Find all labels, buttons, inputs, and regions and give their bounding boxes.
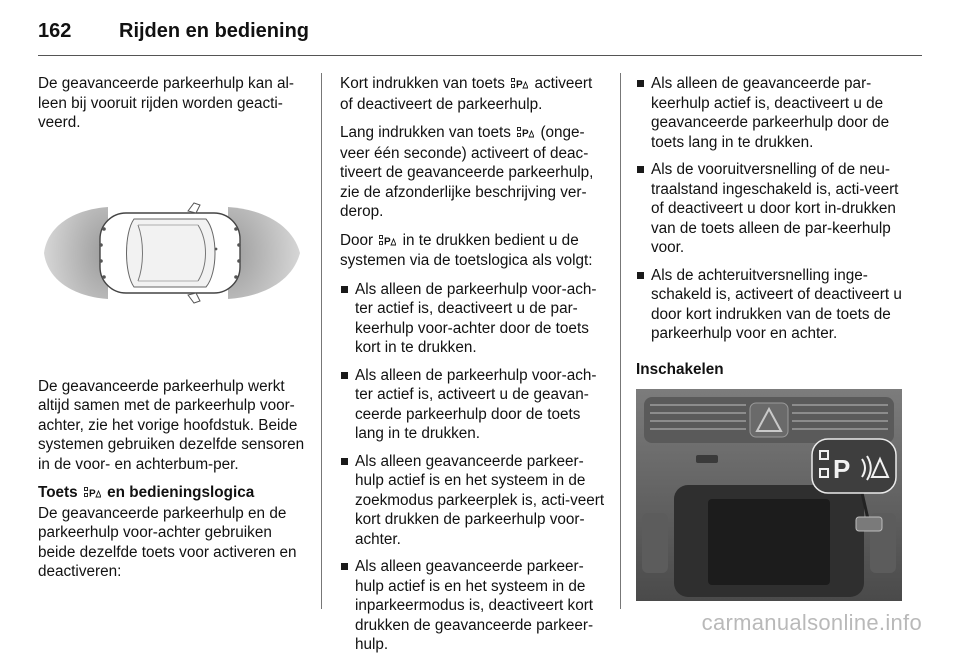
column-divider bbox=[321, 73, 322, 609]
heading-text: en bedieningslogica bbox=[107, 484, 255, 501]
svg-text:P: P bbox=[88, 488, 96, 498]
paragraph: De geavanceerde parkeerhulp kan al-leen bij vooruit rijden worden geacti-veerd. bbox=[38, 75, 294, 131]
list-item: Als alleen de parkeerhulp voor-ach-ter actief is, deactiveert u de par-keerhulp voor-achter door de toets kort in te drukken. bbox=[340, 280, 606, 358]
page-title: Rijden en bediening bbox=[119, 20, 310, 42]
svg-text:P: P bbox=[516, 79, 523, 89]
column-3 bbox=[636, 74, 902, 601]
svg-text:P: P bbox=[522, 128, 529, 138]
paragraph: De geavanceerde parkeerhulp en de parkeerhulp voor-achter gebruiken beide dezelfde toets voor activeren en deactiveren: bbox=[38, 504, 297, 580]
column-divider bbox=[620, 73, 621, 609]
list-item: Als alleen geavanceerde parkeer-hulp actief is en het systeem in de zoekmodus parkeerplek is, acti-veert kort drukken de parkeerhulp voor-achter. bbox=[340, 452, 606, 550]
list-item: Als alleen de geavanceerde par-keerhulp actief is, deactiveert u de geavanceerde parkeerhulp door de toets lang in te drukken. bbox=[636, 74, 902, 152]
text: in te drukken bedient u de systemen via de toetslogica als volgt: bbox=[340, 231, 593, 269]
text: Lang indrukken van toets bbox=[340, 124, 511, 141]
text: Door bbox=[340, 231, 374, 249]
list-item: Als de vooruitversnelling of de neu-traalstand ingeschakeld is, acti-veert of deactiveert u door kort in-drukken van de toets alleen de par-keerhulp voor. bbox=[636, 160, 902, 258]
list-item: Als alleen geavanceerde parkeer-hulp actief is en het systeem in de inparkeermodus is, deactiveert kort drukken de geavanceerde parkeer-hulp. bbox=[340, 557, 606, 655]
parking-assist-icon bbox=[511, 75, 528, 95]
dashboard-button-photo bbox=[636, 389, 902, 601]
svg-text:P: P bbox=[384, 236, 392, 246]
page-number: 162 bbox=[38, 20, 72, 42]
column-1 bbox=[38, 74, 306, 591]
paragraph bbox=[340, 123, 606, 222]
list-item: Als alleen de parkeerhulp voor-ach-ter actief is, activeert u de geavan-ceerde parkeerhulp door de toets lang in te drukken. bbox=[340, 366, 606, 444]
page-header bbox=[38, 14, 922, 50]
parking-assist-icon bbox=[379, 232, 396, 252]
text: activeert of deactiveert de parkeerhulp. bbox=[340, 75, 593, 113]
paragraph bbox=[340, 231, 606, 271]
column-2 bbox=[340, 74, 606, 663]
paragraph bbox=[340, 74, 606, 114]
header-rule bbox=[38, 55, 922, 56]
paragraph: De geavanceerde parkeerhulp werkt altijd samen met de parkeerhulp voor-achter, zie het vorige hoofdstuk. Beide systemen gebruiken dezelfde sensoren in de voor- en achterbum-per. bbox=[38, 377, 305, 473]
car-sensor-illustration bbox=[38, 145, 306, 359]
watermark: carmanualsonline.info bbox=[701, 610, 922, 635]
parking-assist-icon bbox=[84, 484, 101, 504]
text: Kort indrukken van toets bbox=[340, 75, 505, 92]
text: (onge-veer één seconde) activeert of deac-tiveert de geavanceerde parkeerhulp, zie de afzonderlijke beschrijving ver-derop. bbox=[340, 124, 594, 220]
parking-assist-icon bbox=[517, 124, 534, 144]
section-heading: Inschakelen bbox=[636, 360, 724, 378]
svg-text:P: P bbox=[833, 454, 851, 484]
heading-text: Toets bbox=[38, 484, 78, 501]
section-heading bbox=[38, 483, 306, 504]
list-item: Als de achteruitversnelling inge-schakeld is, activeert of deactiveert u door kort indrukken van de toets de parkeerhulp voor en achter. bbox=[636, 266, 902, 344]
